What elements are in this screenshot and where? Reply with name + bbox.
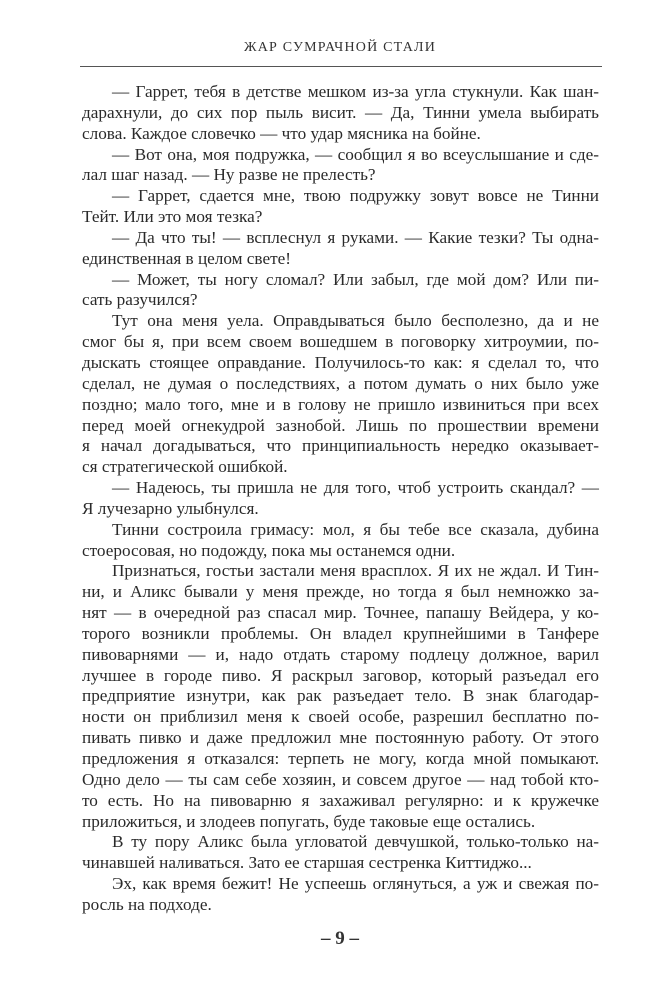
text-line: чинавшей наливаться. Зато ее старшая сестренка Киттиджо...: [82, 853, 532, 873]
text-line: Я лучезарно улыбнулся.: [82, 498, 259, 518]
text-line: то есть. Но на пивоварню я захаживал регулярно: и к кружечке: [82, 790, 599, 810]
text-line: — Гаррет, сдается мне, твою подружку зовут вовсе не Тинни: [112, 186, 599, 206]
paragraph: [82, 561, 599, 832]
text-line: лучшее в городе пиво. Я раскрыл заговор, который разъедал его: [82, 665, 599, 685]
paragraph: [82, 874, 599, 916]
text-line: лал шаг назад. — Ну разве не прелесть?: [82, 165, 376, 185]
text-line: дыскать стоящее оправдание. Получилось-то как: я сделал то, что: [82, 352, 599, 372]
text-line: слова. Каждое словечко — что удар мясника на бойне.: [82, 123, 481, 143]
text-line: — Вот она, моя подружка, — сообщил я во всеуслышание и сде-: [112, 144, 599, 164]
text-line: дарахнули, до сих пор пыль висит. — Да, Тинни умела выбирать: [82, 102, 599, 122]
paragraph: [82, 520, 599, 562]
text-line: предложения я отказался: терпеть не могу, когда мной помыкают.: [82, 749, 599, 768]
text-line: Тут она меня уела. Оправдываться было бесполезно, да и не: [112, 311, 599, 331]
text-line: Признаться, гостьи застали меня врасплох. Я их не ждал. И Тин-: [112, 561, 599, 581]
text-line: Эх, как время бежит! Не успеешь оглянуться, а уж и свежая по-: [112, 874, 599, 894]
paragraph: [82, 82, 599, 145]
text-line: пивоварнями — и, надо отдать старому подлецу должное, варил: [82, 644, 599, 664]
text-line: перед моей огнекудрой зазнобой. Лишь по прошествии времени: [82, 415, 599, 435]
text-line: единственная в целом свете!: [82, 248, 291, 268]
text-line: росль на подходе.: [82, 894, 212, 914]
text-line: Тейт. Или это моя тезка?: [82, 207, 263, 227]
text-line: стоеросовая, но подожду, пока мы останемся одни.: [82, 540, 456, 560]
text-line: я начал догадываться, что принципиальность нередко оказывает-: [82, 436, 599, 456]
page-number: – 9 –: [321, 928, 359, 949]
text-line: — Надеюсь, ты пришла не для того, чтоб устроить скандал? —: [112, 478, 599, 498]
text-line: поздно; мало того, мне и в голову не пришло извиниться при всех: [82, 394, 599, 414]
text-line: торого возникли проблемы. Он владел крупнейшими в Танфере: [82, 623, 599, 643]
running-header: ЖАР СУМРАЧНОЙ СТАЛИ: [243, 40, 437, 55]
text-line: сать разучился?: [82, 290, 198, 310]
body-text: [82, 82, 599, 916]
text-line: ности он приблизил меня к своей особе, разрешил бесплатно по-: [82, 707, 599, 727]
header-divider: [80, 66, 602, 67]
text-line: ся стратегической ошибкой.: [82, 457, 288, 477]
paragraph: [82, 478, 599, 520]
text-line: нят — в очередной раз спасал мир. Точнее, папашу Вейдера, у ко-: [82, 603, 599, 623]
paragraph: [82, 186, 599, 228]
text-line: ни, и Аликс бывали у меня прежде, но тогда я был немножко за-: [82, 582, 599, 602]
text-line: Тинни состроила гримасу: мол, я бы тебе все сказала, дубина: [112, 519, 599, 539]
text-line: пивать пивко и даже предложил мне постоянную работу. От этого: [82, 728, 599, 748]
text-line: сделал, не думая о последствиях, а потом думать о них было уже: [82, 373, 599, 393]
paragraph: [82, 311, 599, 478]
text-line: — Да что ты! — всплеснул я руками. — Какие тезки? Ты одна-: [112, 227, 599, 247]
paragraph: [82, 145, 599, 187]
text-line: В ту пору Аликс была угловатой девчушкой, только-только на-: [112, 832, 599, 852]
text-line: приложиться, и злодеев попугать, буде таковые еще остались.: [82, 811, 536, 831]
paragraph: [82, 228, 599, 270]
text-line: предприятие изнутри, как рак разъедает тело. В знак благодар-: [82, 686, 599, 706]
text-line: — Может, ты ногу сломал? Или забыл, где мой дом? Или пи-: [112, 269, 599, 289]
text-line: смог бы я, при всем своем вошедшем в поговорку хитроумии, по-: [82, 332, 599, 352]
paragraph: [82, 270, 599, 312]
text-line: — Гаррет, тебя в детстве мешком из-за угла стукнули. Как шан-: [112, 82, 599, 101]
text-line: Одно дело — ты сам себе хозяин, и совсем другое — над тобой кто-: [82, 769, 599, 789]
paragraph: [82, 832, 599, 874]
